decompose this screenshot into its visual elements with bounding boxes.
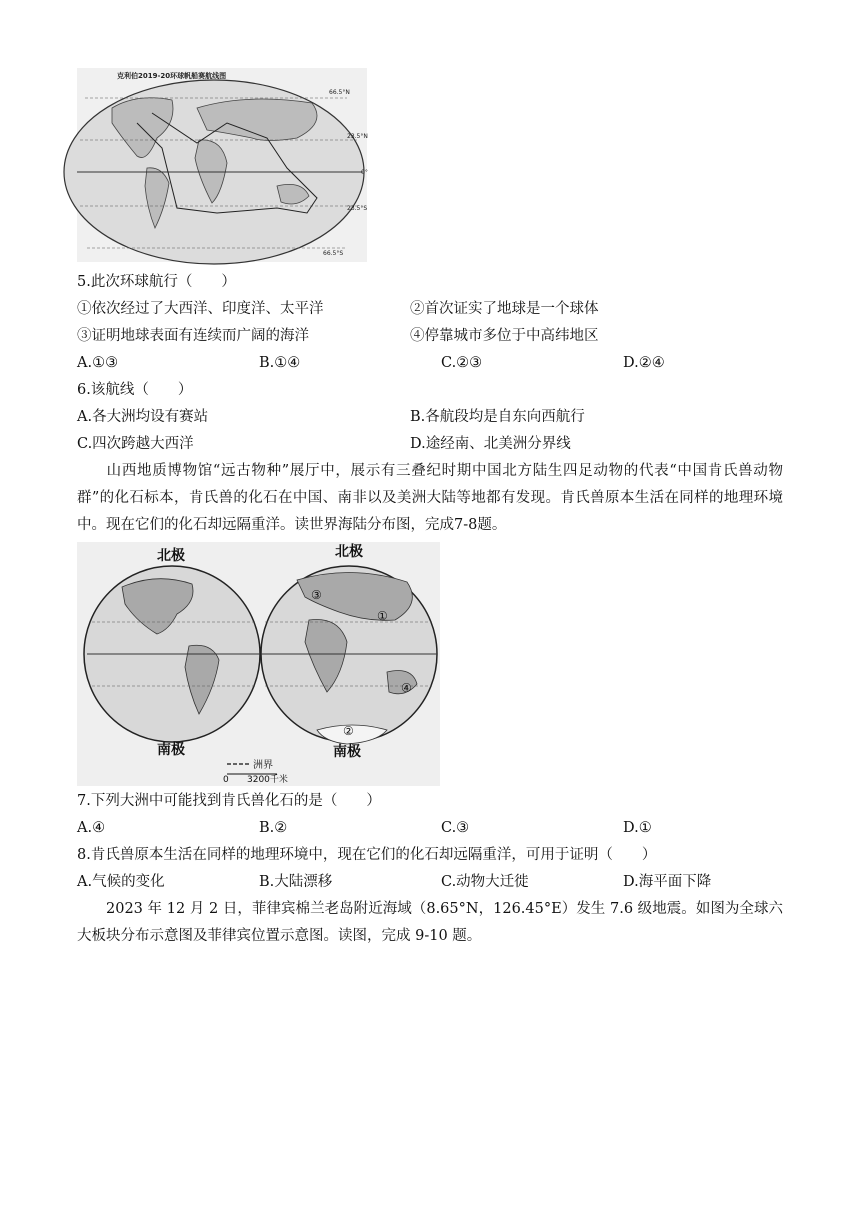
scale-zero: 0	[223, 775, 229, 785]
q7-option-a[interactable]: A.④	[77, 820, 106, 836]
south-pole-label-east: 南极	[333, 744, 361, 760]
lat-label-23n: 23.5°N	[347, 133, 368, 140]
q8-option-a[interactable]: A.气候的变化	[77, 874, 165, 890]
q5-statement-2: ②首次证实了地球是一个球体	[410, 301, 599, 317]
q6-option-b[interactable]: B.各航段均是自东向西航行	[410, 409, 585, 425]
legend-boundary-label: 洲界	[253, 760, 273, 771]
passage-7-8-text: 山西地质博物馆“远古物种”展厅中，展示有三叠纪时期中国北方陆生四足动物的代表“中国肯氏兽动物群”的化石标本，肯氏兽的化石在中国、南非以及美洲大陆等地都有发现。肯氏兽原本生活在同样的地理环境中。现在它们的化石却远隔重洋。读世界海陆分布图，完成7-8题。	[77, 463, 783, 533]
lat-label-66s: 66.5°S	[323, 250, 344, 257]
world-map-graphic	[77, 542, 440, 786]
marker-3: ③	[311, 588, 322, 602]
lat-label-equator: 0°	[361, 169, 368, 176]
q8-stem: 8.肯氏兽原本生活在同样的地理环境中，现在它们的化石却远隔重洋，可用于证明（ ）	[77, 847, 657, 863]
route-map-graphic	[77, 68, 367, 262]
q5-option-b[interactable]: B.①④	[259, 355, 301, 371]
q5-statement-3: ③证明地球表面有连续而广阔的海洋	[77, 328, 309, 344]
route-map-title: 克利伯2019-20环球帆船赛航线图	[117, 72, 227, 80]
q8-option-b[interactable]: B.大陆漂移	[259, 874, 333, 890]
world-land-sea-map	[77, 542, 440, 786]
lat-label-66n: 66.5°N	[329, 89, 350, 96]
q6-option-d[interactable]: D.途经南、北美洲分界线	[410, 436, 571, 452]
q5-option-c[interactable]: C.②③	[441, 355, 483, 371]
q6-option-a[interactable]: A.各大洲均设有赛站	[77, 409, 209, 425]
passage-7-8	[77, 458, 783, 539]
north-pole-label-west: 北极	[157, 548, 185, 564]
q6-option-c[interactable]: C.四次跨越大西洋	[77, 436, 194, 452]
q8-option-d[interactable]: D.海平面下降	[623, 874, 712, 890]
north-pole-label-east: 北极	[335, 544, 363, 560]
q8-option-c[interactable]: C.动物大迁徙	[441, 874, 529, 890]
q7-stem: 7.下列大洲中可能找到肯氏兽化石的是（ ）	[77, 793, 381, 809]
q5-stem: 5.此次环球航行（ ）	[77, 274, 236, 290]
marker-4: ④	[401, 681, 412, 695]
q5-option-d[interactable]: D.②④	[623, 355, 665, 371]
scale-value: 3200千米	[247, 775, 288, 785]
marker-1: ①	[377, 609, 388, 623]
q5-statement-4: ④停靠城市多位于中高纬地区	[410, 328, 599, 344]
q7-option-d[interactable]: D.①	[623, 820, 652, 836]
q5-option-a[interactable]: A.①③	[77, 355, 119, 371]
lat-label-23s: 23.5°S	[347, 205, 368, 212]
marker-2: ②	[343, 724, 354, 738]
q6-stem: 6.该航线（ ）	[77, 382, 193, 398]
passage-9-10-text: 2023 年 12 月 2 日，菲律宾棉兰老岛附近海域（8.65°N，126.45°E）发生 7.6 级地震。如图为全球六大板块分布示意图及菲律宾位置示意图。读图，完成 9-10 题。	[77, 901, 783, 944]
south-pole-label-west: 南极	[157, 742, 185, 758]
q5-statement-1: ①依次经过了大西洋、印度洋、太平洋	[77, 301, 324, 317]
passage-9-10	[77, 896, 783, 950]
q7-option-b[interactable]: B.②	[259, 820, 288, 836]
q7-option-c[interactable]: C.③	[441, 820, 470, 836]
race-route-map	[77, 68, 367, 262]
